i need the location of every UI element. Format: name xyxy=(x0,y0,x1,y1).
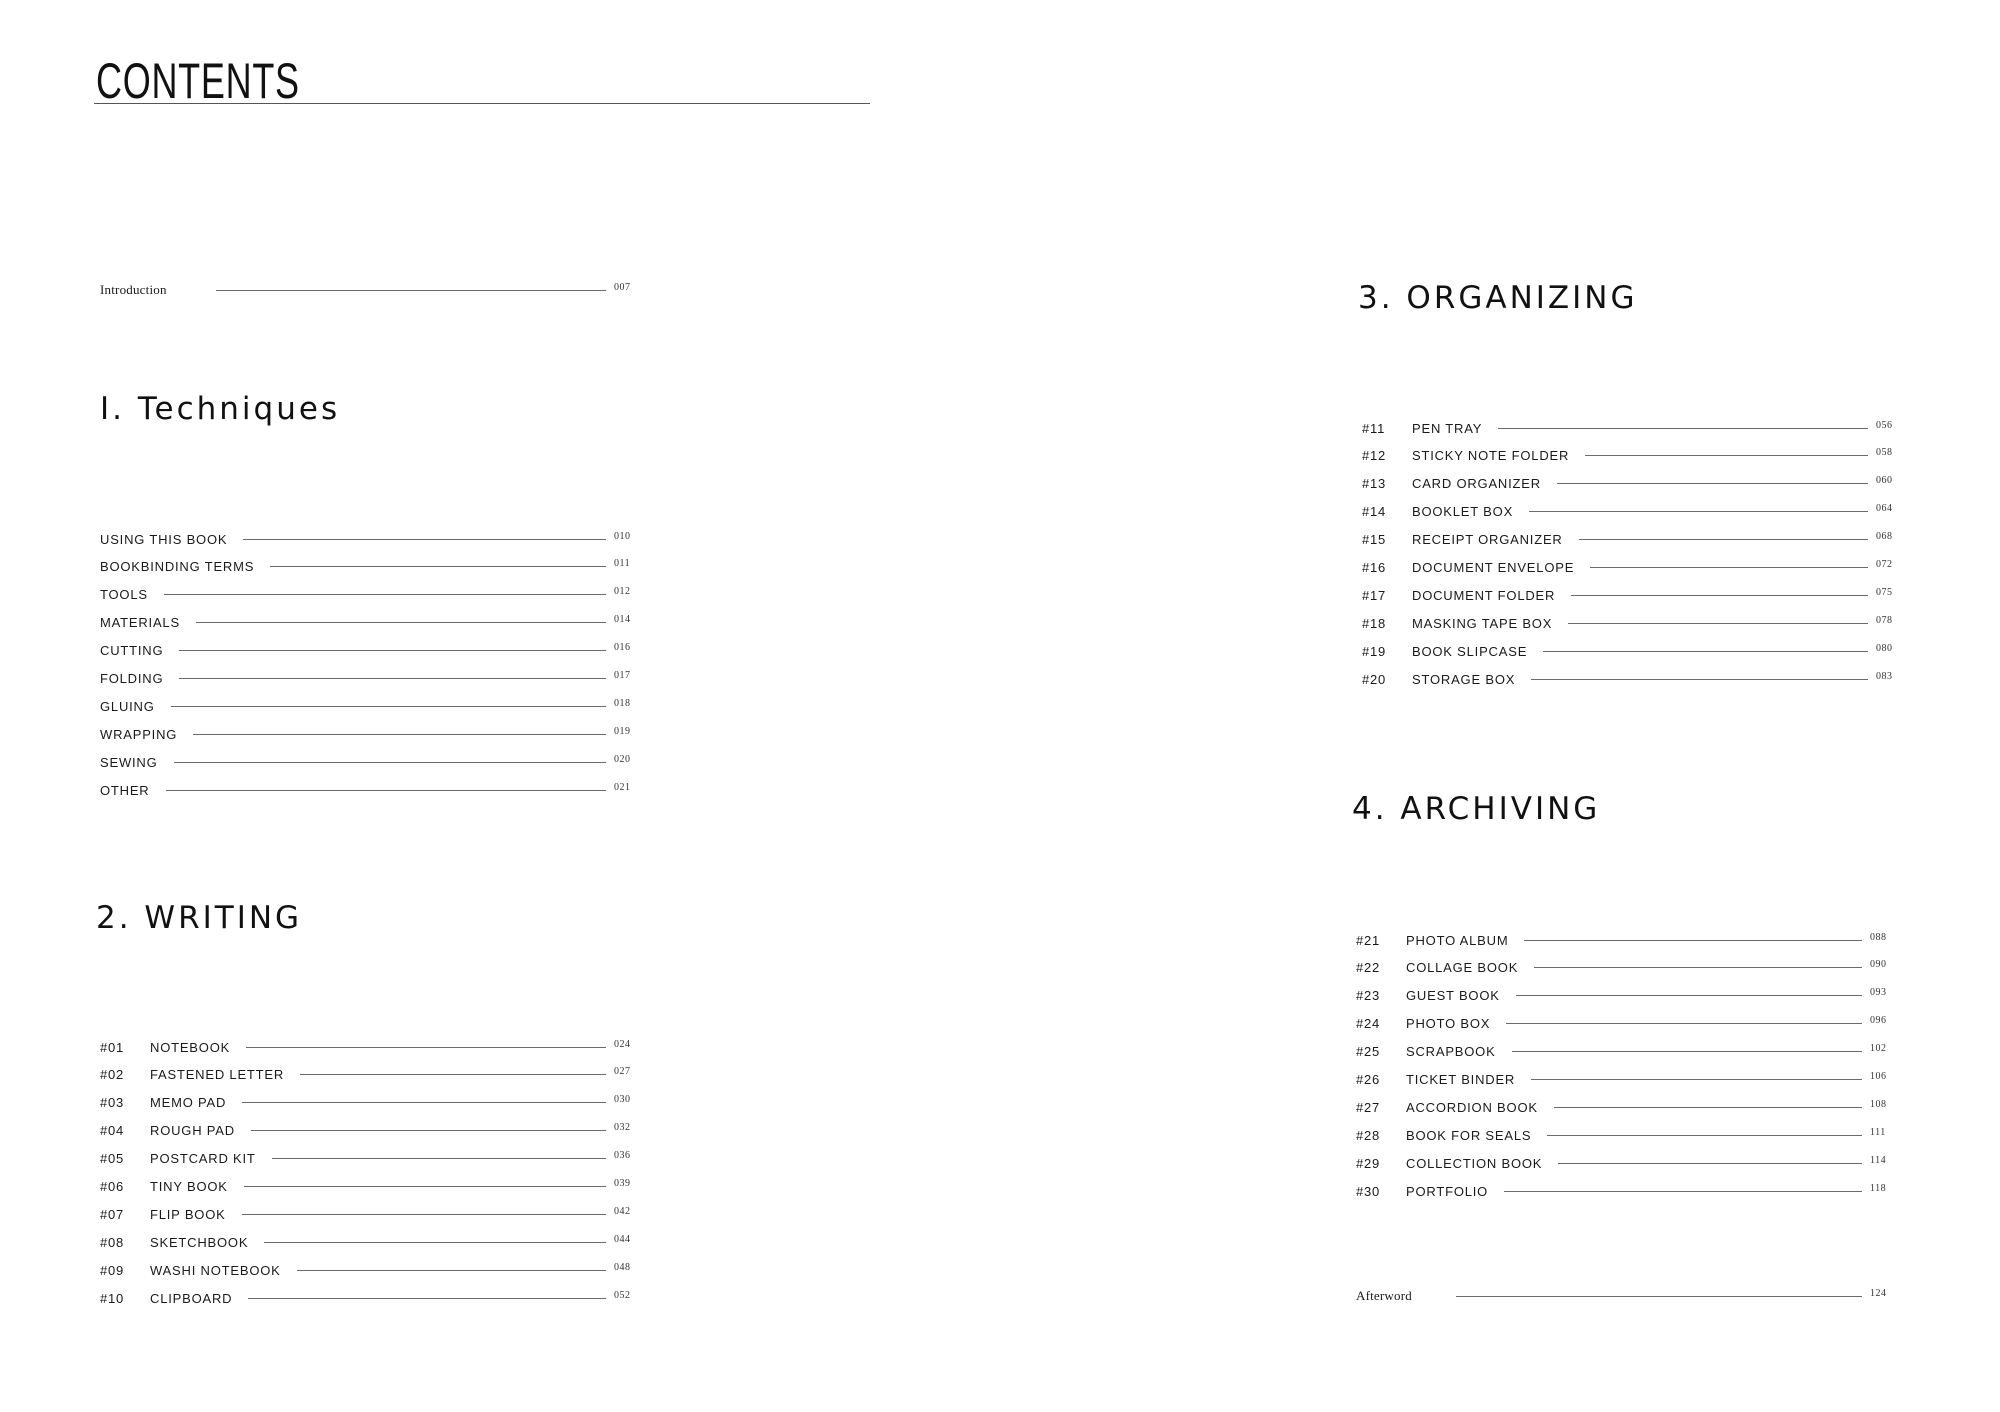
toc-label: TOOLS xyxy=(100,587,148,603)
toc-label: DOCUMENT ENVELOPE xyxy=(1412,560,1575,575)
toc-item-number: #07 xyxy=(100,1206,125,1222)
toc-page-number: 056 xyxy=(1876,419,1893,431)
toc-label: CUTTING xyxy=(100,643,164,659)
leader-line xyxy=(1531,679,1868,680)
toc-page-number: 080 xyxy=(1876,642,1893,654)
toc-item-number: #20 xyxy=(1362,671,1387,687)
toc-label: WASHI NOTEBOOK xyxy=(150,1262,281,1278)
toc-page-number: 072 xyxy=(1876,559,1893,570)
toc-row-introduction[interactable] xyxy=(100,280,640,300)
toc-label: CARD ORGANIZER xyxy=(1412,476,1541,492)
toc-label: MEMO PAD xyxy=(150,1095,227,1111)
leader-line xyxy=(1558,1163,1862,1164)
toc-label: BOOKBINDING TERMS xyxy=(100,559,255,575)
toc-item-number: #22 xyxy=(1356,960,1381,976)
toc-row-afterword[interactable] xyxy=(1356,1286,1896,1306)
toc-row[interactable] xyxy=(1356,1097,1896,1117)
toc-row[interactable] xyxy=(100,1232,640,1252)
toc-label: DOCUMENT FOLDER xyxy=(1412,587,1556,603)
toc-label: PEN TRAY xyxy=(1412,420,1483,436)
toc-page-number: 011 xyxy=(614,558,631,570)
toc-row[interactable] xyxy=(1356,1181,1896,1201)
toc-page-number: 019 xyxy=(614,725,631,737)
toc-item-number: #15 xyxy=(1362,532,1387,548)
toc-item-number: #01 xyxy=(100,1039,125,1055)
toc-page-number: 083 xyxy=(1876,670,1893,682)
toc-item-number: #28 xyxy=(1356,1127,1381,1143)
toc-page-number: 068 xyxy=(1876,531,1893,543)
leader-line xyxy=(1504,1191,1862,1192)
toc-label: MASKING TAPE BOX xyxy=(1412,615,1553,631)
toc-item-number: #12 xyxy=(1362,448,1387,464)
toc-row[interactable] xyxy=(1362,669,1902,689)
leader-line xyxy=(1456,1296,1862,1297)
toc-label: RECEIPT ORGANIZER xyxy=(1412,532,1563,548)
toc-page-number: 020 xyxy=(614,753,631,765)
leader-line xyxy=(1516,995,1862,996)
toc-row[interactable] xyxy=(100,1093,640,1113)
toc-row[interactable] xyxy=(100,1149,640,1169)
leader-line xyxy=(243,539,606,540)
toc-label: OTHER xyxy=(100,782,150,798)
toc-row[interactable] xyxy=(1362,418,1902,438)
toc-page-number: 036 xyxy=(614,1150,631,1162)
leader-line xyxy=(1506,1023,1862,1024)
toc-item-number: #25 xyxy=(1356,1044,1381,1060)
toc-row[interactable] xyxy=(1362,585,1902,605)
leader-line xyxy=(193,734,606,735)
toc-row[interactable] xyxy=(100,613,640,633)
toc-row[interactable] xyxy=(100,557,640,577)
toc-row[interactable] xyxy=(1362,446,1902,466)
leader-line xyxy=(1590,567,1868,568)
toc-row[interactable] xyxy=(1362,502,1902,522)
toc-item-number: #21 xyxy=(1356,932,1381,948)
toc-page-number: 010 xyxy=(614,530,631,542)
toc-row[interactable] xyxy=(100,641,640,661)
toc-page-number: 024 xyxy=(614,1038,631,1050)
toc-row[interactable] xyxy=(100,1288,640,1308)
toc-label: ROUGH PAD xyxy=(150,1123,235,1139)
leader-line xyxy=(1534,967,1862,968)
toc-page-number: 021 xyxy=(614,781,631,793)
toc-page-number: 018 xyxy=(614,697,631,709)
toc-page-number: 014 xyxy=(614,614,631,626)
leader-line xyxy=(179,678,606,679)
leader-line xyxy=(242,1102,606,1103)
toc-label: WRAPPING xyxy=(100,726,178,742)
toc-page-number: 064 xyxy=(1876,503,1893,515)
toc-item-number: #11 xyxy=(1362,420,1386,436)
toc-label: BOOKLET BOX xyxy=(1412,504,1514,520)
toc-item-number: #17 xyxy=(1362,587,1387,603)
toc-page-number: 032 xyxy=(614,1122,631,1134)
toc-row[interactable] xyxy=(100,724,640,744)
toc-row[interactable] xyxy=(1356,1070,1896,1090)
toc-page-number: 060 xyxy=(1876,475,1893,487)
toc-row[interactable] xyxy=(100,529,640,549)
toc-page-number: 048 xyxy=(614,1261,631,1273)
toc-page-number: 124 xyxy=(1870,1287,1887,1299)
toc-label: SEWING xyxy=(100,754,158,770)
leader-line xyxy=(264,1242,606,1243)
leader-line xyxy=(1543,651,1868,652)
toc-label: CLIPBOARD xyxy=(150,1290,233,1306)
toc-row[interactable] xyxy=(100,1260,640,1280)
toc-item-number: #30 xyxy=(1356,1183,1381,1199)
leader-line xyxy=(248,1298,606,1299)
toc-page-number: 044 xyxy=(614,1233,631,1245)
toc-row[interactable] xyxy=(100,696,640,716)
toc-item-number: #18 xyxy=(1362,615,1387,631)
toc-page-number: 108 xyxy=(1870,1098,1887,1110)
toc-label: SKETCHBOOK xyxy=(150,1234,249,1250)
toc-row[interactable] xyxy=(1362,641,1902,661)
toc-label: TICKET BINDER xyxy=(1406,1072,1516,1087)
toc-item-number: #05 xyxy=(100,1151,125,1167)
toc-page-number: 075 xyxy=(1876,586,1893,598)
leader-line xyxy=(179,650,606,651)
toc-item-number: #04 xyxy=(100,1123,125,1139)
leader-line xyxy=(244,1186,606,1187)
toc-page-number: 118 xyxy=(1870,1182,1887,1194)
leader-line xyxy=(251,1130,606,1131)
toc-label: TINY BOOK xyxy=(150,1179,228,1194)
section-heading-organizing: 3. ORGANIZING xyxy=(1358,280,1638,316)
toc-page-number: 088 xyxy=(1870,931,1887,943)
toc-row[interactable] xyxy=(100,585,640,605)
toc-label: BOOK SLIPCASE xyxy=(1412,643,1528,659)
toc-row[interactable] xyxy=(100,669,640,689)
leader-line xyxy=(272,1158,606,1159)
toc-label: ACCORDION BOOK xyxy=(1406,1099,1538,1115)
toc-page-number: 106 xyxy=(1870,1071,1887,1082)
toc-page-number: 078 xyxy=(1876,614,1893,626)
leader-line xyxy=(242,1214,606,1215)
leader-line xyxy=(297,1270,606,1271)
leader-line xyxy=(166,790,607,791)
leader-line xyxy=(196,622,606,623)
toc-page-number: 042 xyxy=(614,1205,631,1217)
toc-label: FOLDING xyxy=(100,671,164,686)
toc-item-number: #10 xyxy=(100,1290,125,1306)
leader-line xyxy=(1512,1051,1862,1052)
toc-row[interactable] xyxy=(100,1204,640,1224)
toc-label: STORAGE BOX xyxy=(1412,671,1516,687)
toc-page-number: 030 xyxy=(614,1094,631,1106)
leader-line xyxy=(1579,539,1868,540)
toc-page-number: 012 xyxy=(614,586,631,598)
toc-page-number: 102 xyxy=(1870,1043,1887,1055)
leader-line xyxy=(1498,428,1868,429)
toc-item-number: #03 xyxy=(100,1095,125,1111)
toc-label: PORTFOLIO xyxy=(1406,1183,1489,1199)
toc-item-number: #13 xyxy=(1362,476,1387,492)
toc-label: COLLECTION BOOK xyxy=(1406,1155,1543,1171)
leader-line xyxy=(1554,1107,1862,1108)
toc-row[interactable] xyxy=(100,1121,640,1141)
toc-row[interactable] xyxy=(100,1177,640,1197)
toc-label: COLLAGE BOOK xyxy=(1406,960,1519,976)
leader-line xyxy=(1524,940,1862,941)
toc-row[interactable] xyxy=(1356,1125,1896,1145)
leader-line xyxy=(270,566,606,567)
toc-item-number: #26 xyxy=(1356,1072,1381,1087)
toc-item-number: #23 xyxy=(1356,988,1381,1004)
toc-row[interactable] xyxy=(1356,986,1896,1006)
leader-line xyxy=(300,1074,606,1075)
toc-label: FASTENED LETTER xyxy=(150,1067,285,1083)
toc-row[interactable] xyxy=(100,1037,640,1057)
toc-item-number: #09 xyxy=(100,1262,125,1278)
toc-row[interactable] xyxy=(100,1065,640,1085)
toc-item-number: #06 xyxy=(100,1179,125,1194)
toc-row[interactable] xyxy=(1362,474,1902,494)
toc-item-number: #29 xyxy=(1356,1155,1381,1171)
leader-line xyxy=(1557,483,1868,484)
toc-page-number: 027 xyxy=(614,1066,631,1078)
toc-page-number: 093 xyxy=(1870,987,1887,999)
toc-label: USING THIS BOOK xyxy=(100,531,228,547)
toc-row[interactable] xyxy=(1356,930,1896,950)
leader-line xyxy=(1571,595,1868,596)
toc-row[interactable] xyxy=(1356,958,1896,978)
toc-page-number: 007 xyxy=(614,281,631,293)
toc-item-number: #19 xyxy=(1362,643,1387,659)
toc-label: GLUING xyxy=(100,698,155,714)
toc-item-number: #14 xyxy=(1362,504,1387,520)
toc-row[interactable] xyxy=(1362,558,1902,578)
section-heading-techniques: I. Techniques xyxy=(100,391,341,427)
leader-line xyxy=(1531,1079,1862,1080)
leader-line xyxy=(216,290,606,291)
page-title: CONTENTS xyxy=(96,53,300,109)
toc-row[interactable] xyxy=(1356,1153,1896,1173)
toc-page-number: 052 xyxy=(614,1289,631,1301)
toc-label: GUEST BOOK xyxy=(1406,988,1500,1004)
toc-label: Introduction xyxy=(100,282,167,297)
toc-page-number: 114 xyxy=(1870,1154,1887,1166)
leader-line xyxy=(1547,1135,1862,1136)
toc-item-number: #16 xyxy=(1362,560,1387,575)
toc-page-number: 111 xyxy=(1870,1126,1886,1138)
toc-item-number: #27 xyxy=(1356,1099,1381,1115)
toc-row[interactable] xyxy=(1356,1014,1896,1034)
toc-page-number: 096 xyxy=(1870,1015,1887,1027)
title-rule xyxy=(94,103,870,104)
leader-line xyxy=(1585,455,1868,456)
toc-row[interactable] xyxy=(1362,613,1902,633)
leader-line xyxy=(164,594,606,595)
toc-label: NOTEBOOK xyxy=(150,1039,231,1055)
leader-line xyxy=(1568,623,1868,624)
toc-page-number: 017 xyxy=(614,670,631,681)
toc-label: PHOTO BOX xyxy=(1406,1016,1491,1032)
toc-item-number: #08 xyxy=(100,1234,125,1250)
toc-label: Afterword xyxy=(1356,1288,1412,1303)
leader-line xyxy=(171,706,606,707)
toc-label: FLIP BOOK xyxy=(150,1206,226,1222)
toc-row[interactable] xyxy=(1362,530,1902,550)
toc-label: POSTCARD KIT xyxy=(150,1151,256,1167)
toc-label: STICKY NOTE FOLDER xyxy=(1412,448,1570,464)
toc-item-number: #02 xyxy=(100,1067,125,1083)
toc-label: PHOTO ALBUM xyxy=(1406,932,1509,948)
toc-label: BOOK FOR SEALS xyxy=(1406,1127,1532,1143)
toc-page-number: 039 xyxy=(614,1178,631,1189)
toc-page-number: 058 xyxy=(1876,447,1893,459)
section-heading-writing: 2. WRITING xyxy=(96,900,303,936)
toc-row[interactable] xyxy=(1356,1042,1896,1062)
toc-label: MATERIALS xyxy=(100,615,180,631)
toc-row[interactable] xyxy=(100,752,640,772)
toc-page-number: 090 xyxy=(1870,959,1887,971)
leader-line xyxy=(246,1047,606,1048)
leader-line xyxy=(174,762,606,763)
leader-line xyxy=(1529,511,1868,512)
toc-page-number: 016 xyxy=(614,642,631,654)
toc-item-number: #24 xyxy=(1356,1016,1381,1032)
toc-label: SCRAPBOOK xyxy=(1406,1044,1496,1060)
section-heading-archiving: 4. ARCHIVING xyxy=(1352,791,1601,827)
toc-row[interactable] xyxy=(100,780,640,800)
